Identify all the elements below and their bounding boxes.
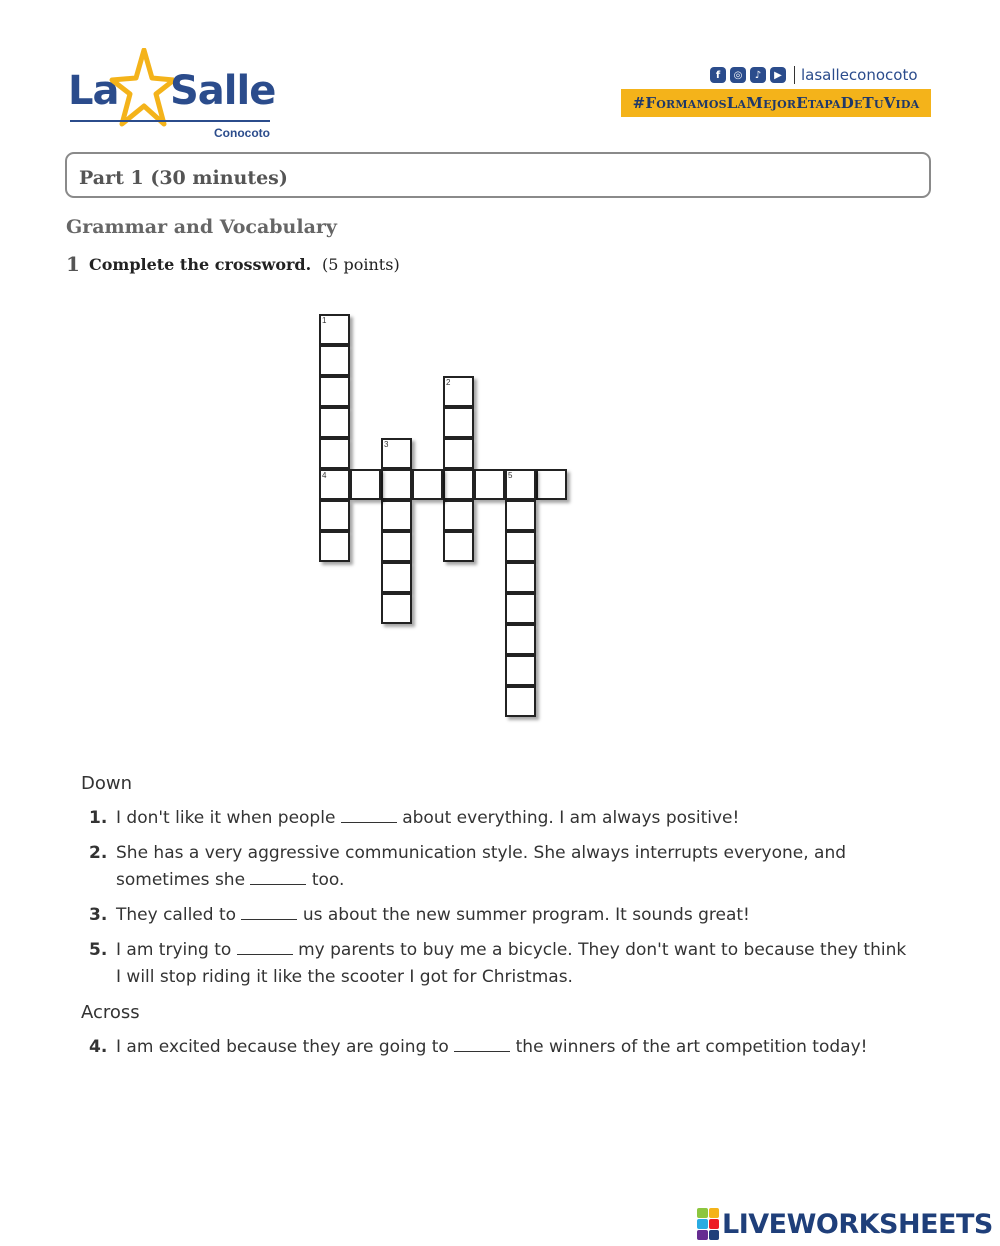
- crossword-cell[interactable]: [505, 562, 536, 593]
- answer-blank: [341, 808, 397, 823]
- answer-blank: [237, 940, 293, 955]
- part-title: Part 1 (30 minutes): [79, 167, 288, 189]
- social-divider: [794, 66, 795, 84]
- instagram-icon[interactable]: ◎: [730, 67, 746, 83]
- facebook-icon[interactable]: f: [710, 67, 726, 83]
- clue-text: too.: [306, 870, 345, 890]
- clue-down-5: [89, 937, 909, 991]
- crossword-cell[interactable]: [412, 469, 443, 500]
- clue-down-3: [89, 902, 909, 929]
- crossword-cell[interactable]: [319, 345, 350, 376]
- crossword-cell[interactable]: [350, 469, 381, 500]
- clue-text: I don't like it when people: [116, 808, 341, 828]
- section-title: Grammar and Vocabulary: [66, 216, 337, 238]
- youtube-icon[interactable]: ▶: [770, 67, 786, 83]
- star-icon: [108, 48, 174, 128]
- clue-text: my parents to buy me a bicycle. They don't want to because they think I will stop riding it like the scooter I got for Christmas.: [116, 940, 907, 987]
- crossword-cell[interactable]: [381, 438, 412, 469]
- crossword-cell[interactable]: [505, 655, 536, 686]
- crossword-cell[interactable]: [381, 531, 412, 562]
- liveworksheets-logo: [697, 1208, 993, 1240]
- clue-number: 2: [446, 378, 451, 387]
- crossword-cell[interactable]: [505, 624, 536, 655]
- answer-blank: [454, 1037, 510, 1052]
- crossword-cell[interactable]: [443, 500, 474, 531]
- clue-text: She has a very aggressive communication style. She always interrupts everyone, and sometimes she: [116, 843, 847, 890]
- tiktok-icon[interactable]: ♪: [750, 67, 766, 83]
- clue-number: 5.: [89, 940, 108, 960]
- crossword-cell[interactable]: [536, 469, 567, 500]
- crossword-cell[interactable]: [505, 593, 536, 624]
- clue-number: 5: [508, 471, 513, 480]
- across-heading: Across: [81, 1002, 140, 1023]
- crossword-cell[interactable]: [319, 500, 350, 531]
- crossword-cell[interactable]: [381, 500, 412, 531]
- social-handle[interactable]: lasalleconocoto: [801, 66, 918, 84]
- logo-text-la: La: [68, 68, 119, 114]
- crossword-cell[interactable]: [443, 531, 474, 562]
- clue-text: I am trying to: [116, 940, 237, 960]
- clue-number: 4: [322, 471, 327, 480]
- answer-blank: [241, 905, 297, 920]
- crossword-cell[interactable]: [381, 593, 412, 624]
- clue-number: 1: [322, 316, 327, 325]
- social-links: [710, 65, 918, 85]
- down-heading: Down: [81, 773, 133, 794]
- clue-text: us about the new summer program. It sounds great!: [297, 905, 750, 925]
- clue-down-1: [89, 805, 909, 832]
- crossword-cell[interactable]: [443, 438, 474, 469]
- crossword-cell[interactable]: [319, 407, 350, 438]
- crossword-cell[interactable]: [443, 469, 474, 500]
- question-instruction: Complete the crossword.: [89, 255, 312, 274]
- crossword-cell[interactable]: [505, 500, 536, 531]
- hashtag-banner: [621, 89, 931, 117]
- clue-text: I am excited because they are going to: [116, 1037, 455, 1057]
- crossword-cell[interactable]: [505, 531, 536, 562]
- clue-number: 3: [384, 440, 389, 449]
- crossword-cell[interactable]: [319, 531, 350, 562]
- clue-text: They called to: [116, 905, 242, 925]
- crossword-cell[interactable]: [505, 686, 536, 717]
- clue-number: 1.: [89, 808, 108, 828]
- liveworksheets-brand: LIVEWORKSHEETS: [722, 1208, 993, 1240]
- clue-text: the winners of the art competition today!: [510, 1037, 868, 1057]
- clue-text: about everything. I am always positive!: [396, 808, 740, 828]
- crossword-cell[interactable]: [381, 562, 412, 593]
- crossword-cell[interactable]: [319, 314, 350, 345]
- clue-number: 2.: [89, 843, 108, 863]
- crossword-cell[interactable]: [505, 469, 536, 500]
- crossword-cell[interactable]: [443, 407, 474, 438]
- crossword-cell[interactable]: [443, 376, 474, 407]
- part-header-box: [65, 152, 931, 198]
- crossword-cell[interactable]: [381, 469, 412, 500]
- answer-blank: [250, 870, 306, 885]
- crossword-cell[interactable]: [319, 438, 350, 469]
- la-salle-logo: [68, 48, 278, 143]
- question-points: (5 points): [322, 255, 400, 274]
- question-number: 1: [66, 252, 80, 276]
- logo-subtitle: Conocoto: [214, 126, 270, 140]
- clue-across-4: [89, 1034, 909, 1061]
- crossword-cell[interactable]: [474, 469, 505, 500]
- crossword-cell[interactable]: [319, 469, 350, 500]
- logo-underline: [70, 120, 270, 122]
- liveworksheets-icon: [697, 1208, 719, 1240]
- clue-number: 3.: [89, 905, 108, 925]
- crossword-cell[interactable]: [319, 376, 350, 407]
- hashtag-text: #FormamosLaMejorEtapaDeTuVida: [632, 94, 920, 112]
- clue-down-2: [89, 840, 909, 894]
- clue-number: 4.: [89, 1037, 108, 1057]
- logo-text-salle: Salle: [170, 68, 276, 114]
